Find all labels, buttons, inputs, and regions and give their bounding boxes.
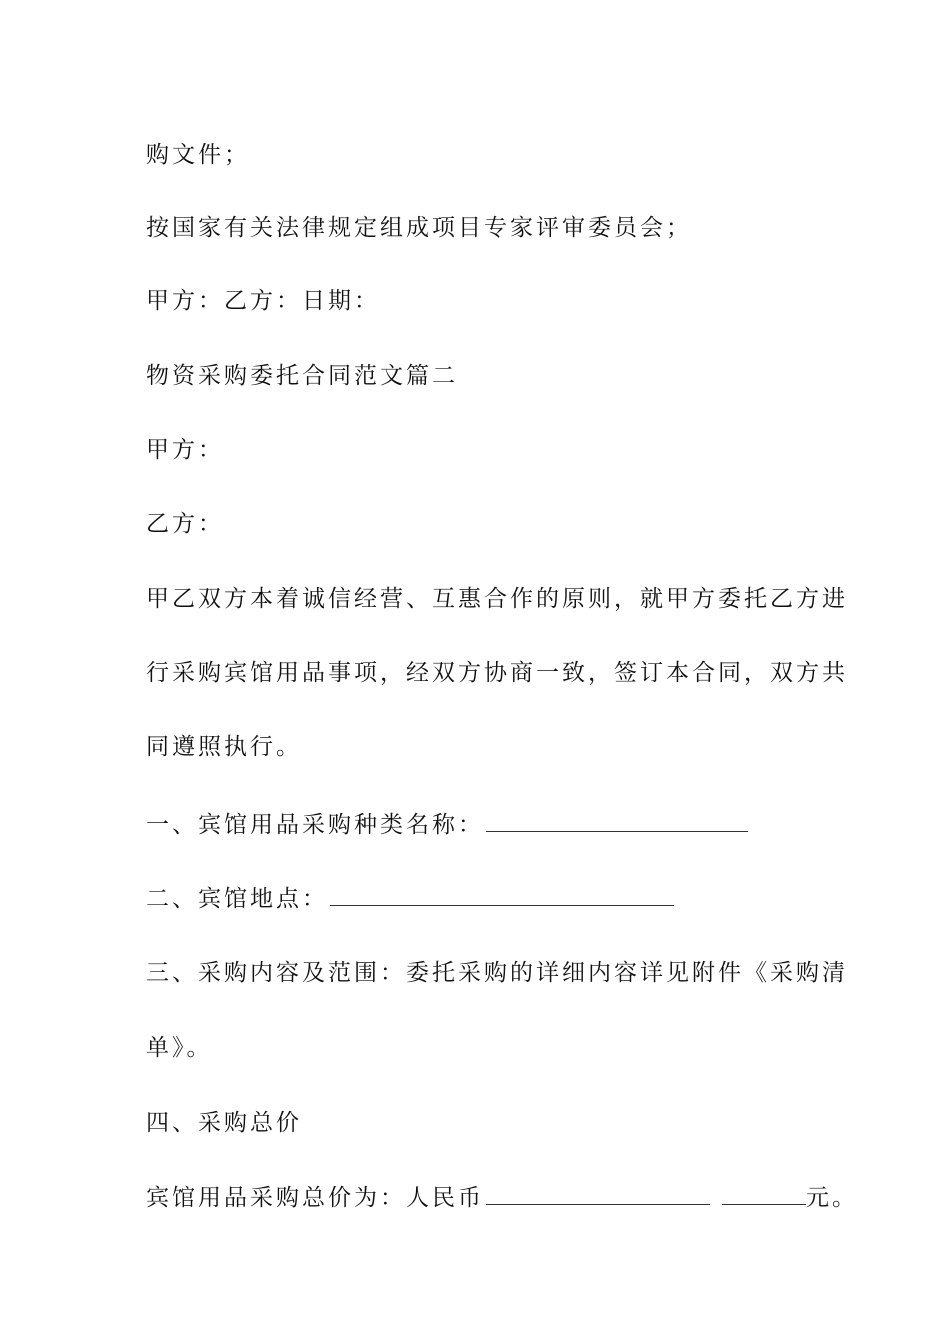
item-1-label: 一、宾馆用品采购种类名称： [146, 812, 484, 838]
text-line: 购文件； [146, 142, 250, 168]
item-4-heading: 四、采购总价 [146, 1110, 302, 1136]
section-title: 物资采购委托合同范文篇二 [146, 363, 458, 389]
item-3-line-2: 单》。 [146, 1035, 213, 1061]
total-price-line [146, 1182, 858, 1214]
signature-line: 甲方：乙方：日期： [146, 288, 380, 314]
party-a-label: 甲方： [146, 437, 224, 463]
paragraph-line: 行采购宾馆用品事项，经双方协商一致，签订本合同，双方共 [146, 660, 848, 686]
text-line: 按国家有关法律规定组成项目专家评审委员会； [146, 215, 692, 241]
party-b-label: 乙方： [146, 511, 224, 537]
total-price-unit: 元。 [806, 1185, 858, 1211]
total-price-blank-1 [486, 1182, 710, 1205]
paragraph-line: 同遵照执行。 [146, 734, 302, 760]
item-3-line-1: 三、采购内容及范围：委托采购的详细内容详见附件《采购清 [146, 960, 848, 986]
total-price-blank-2 [722, 1182, 806, 1205]
item-2 [146, 883, 674, 915]
item-2-blank [330, 883, 674, 906]
total-price-label: 宾馆用品采购总价为：人民币 [146, 1185, 484, 1211]
item-1-blank [486, 809, 748, 832]
item-1 [146, 809, 748, 841]
paragraph-line: 甲乙双方本着诚信经营、互惠合作的原则，就甲方委托乙方进 [146, 586, 848, 612]
item-2-label: 二、宾馆地点： [146, 886, 328, 912]
